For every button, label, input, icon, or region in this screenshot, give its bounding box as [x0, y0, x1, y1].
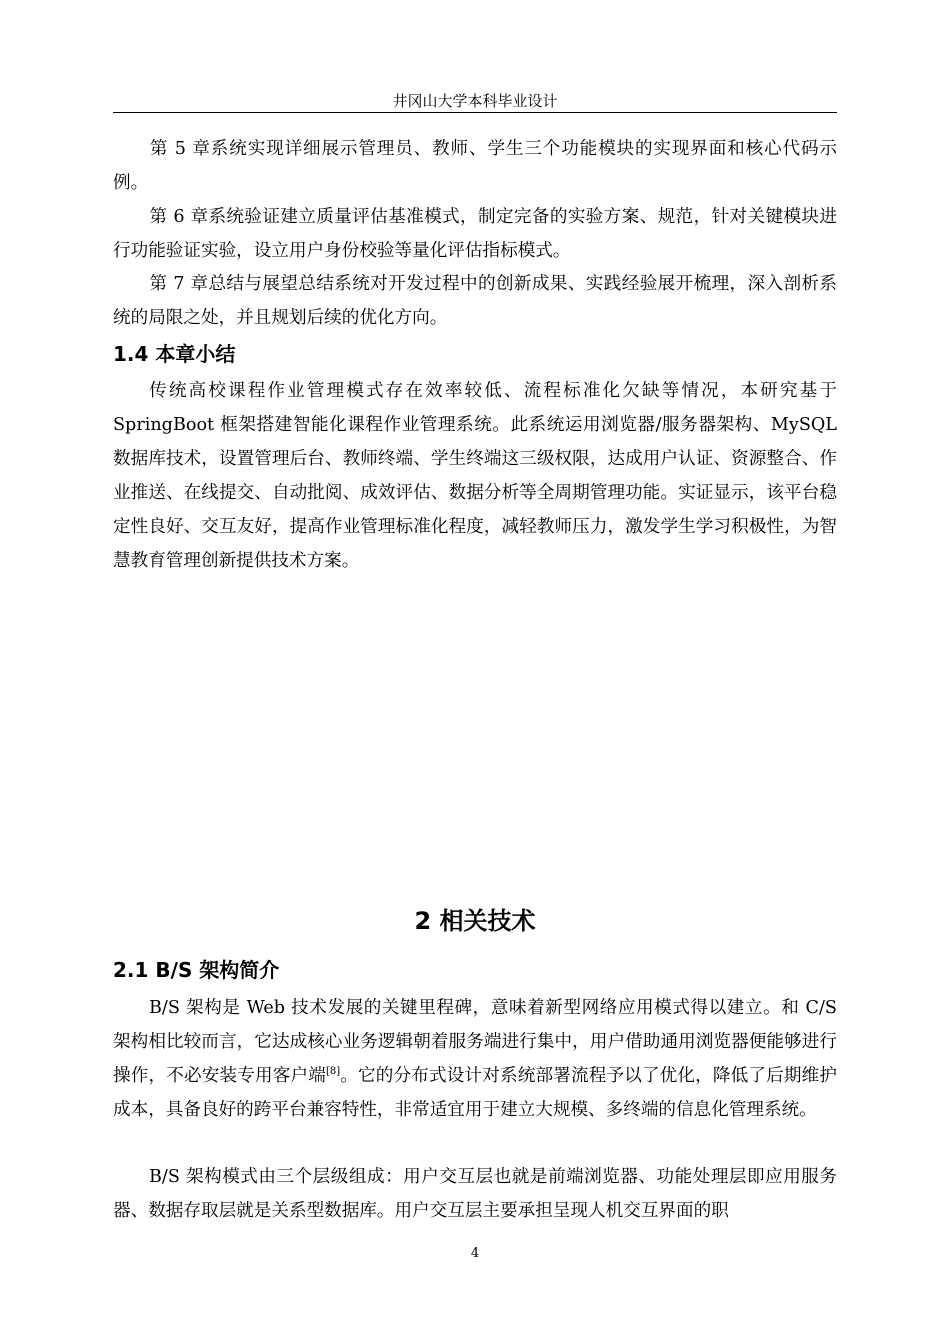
header-rule: [113, 112, 837, 113]
paragraph-bs-intro: [113, 991, 837, 1127]
paragraph-text: 第 5 章系统实现详细展示管理员、教师、学生三个功能模块的实现界面和核心代码示例。: [113, 139, 837, 193]
paragraph-text: 。它的分布式设计对系统部署流程予以了优化，降低了后期维护成本，具备良好的跨平台兼容特性，非常适宜用于建立大规模、多终端的信息化管理系统。: [113, 1066, 837, 1120]
paragraph-bs-layers: [113, 1160, 837, 1228]
paragraph-text: B/S 架构是 Web 技术发展的关键里程碑，意味着新型网络应用模式得以建立。和 C/S 架构相比较而言，它达成核心业务逻辑朝着服务端进行集中，用户借助通用浏览器便能够进行操作，不必安装专用客户端: [113, 998, 837, 1086]
paragraph-chapter-summary: [113, 374, 837, 578]
paragraph-text: 第 6 章系统验证建立质量评估基准模式，制定完备的实验方案、规范，针对关键模块进行功能验证实验，设立用户身份校验等量化评估指标模式。: [113, 207, 837, 261]
paragraph-text: B/S 架构模式由三个层级组成：用户交互层也就是前端浏览器、功能处理层即应用服务器、数据存取层就是关系型数据库。用户交互层主要承担呈现人机交互界面的职: [113, 1167, 837, 1221]
paragraph-chapter6-summary: [113, 200, 837, 268]
paragraph-chapter5-summary: [113, 132, 837, 200]
chapter-title: 2 相关技术: [414, 907, 536, 935]
page-number: 4: [470, 1246, 480, 1261]
section-heading-1-4: 1.4 本章小结: [113, 342, 236, 366]
paragraph-chapter7-summary: [113, 267, 837, 335]
section-heading-2-1: 2.1 B/S 架构简介: [113, 958, 280, 982]
citation: [8]: [325, 1066, 341, 1078]
page-header-title: 井冈山大学本科毕业设计: [392, 92, 558, 110]
paragraph-text: 传统高校课程作业管理模式存在效率较低、流程标准化欠缺等情况，本研究基于 SpringBoot 框架搭建智能化课程作业管理系统。此系统运用浏览器/服务器架构、MySQL 数据库技术，设置管理后台、教师终端、学生终端这三级权限，达成用户认证、资源整合、作业推送、在线提交、自动批阅、成效评估、数据分析等全周期管理功能。实证显示，该平台稳定性良好、交互友好，提高作业管理标准化程度，减轻教师压力，激发学生学习积极性，为智慧教育管理创新提供技术方案。: [113, 381, 837, 571]
paragraph-text: 第 7 章总结与展望总结系统对开发过程中的创新成果、实践经验展开梳理，深入剖析系统的局限之处，并且规划后续的优化方向。: [113, 274, 837, 328]
